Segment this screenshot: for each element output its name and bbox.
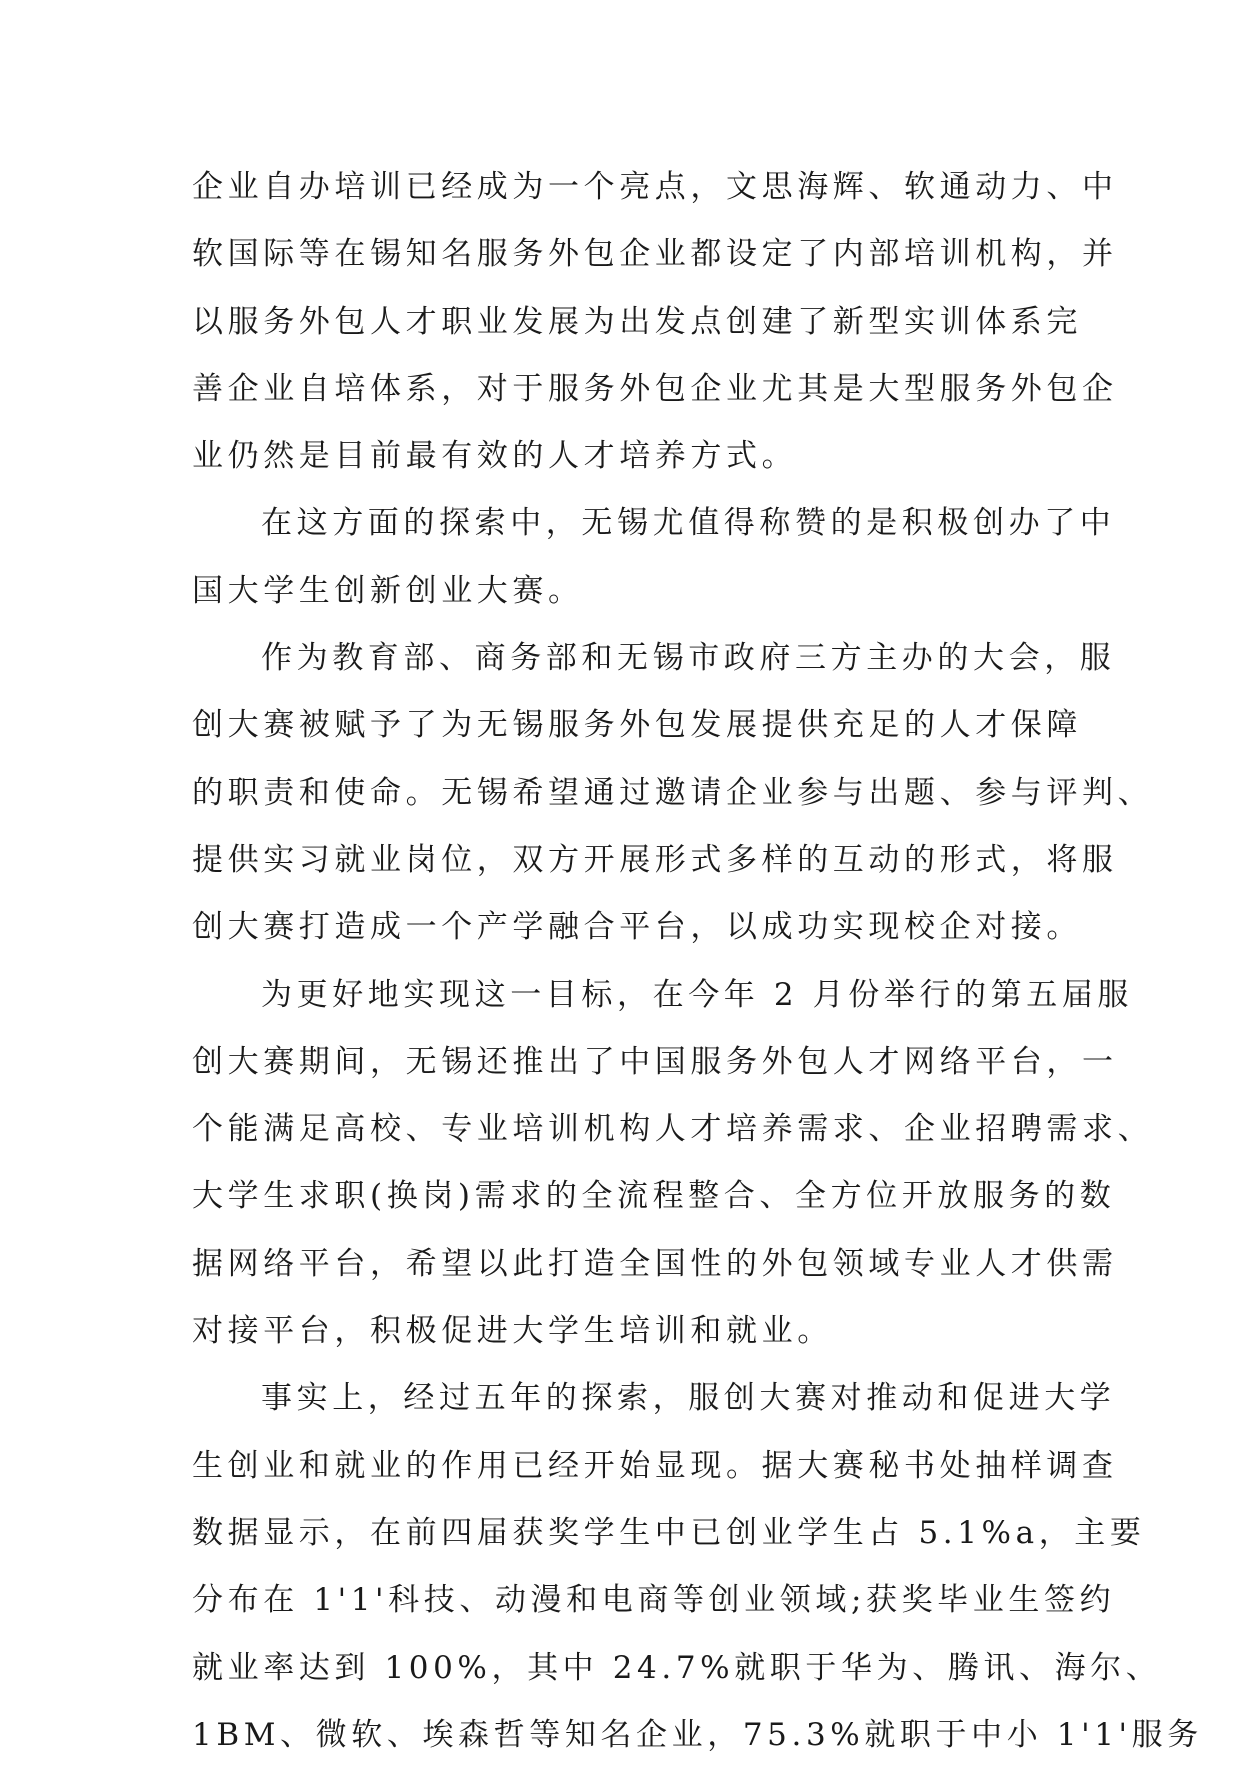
paragraph-start-line: 在这方面的探索中，无锡尤值得称赞的是积极创办了中 — [261, 505, 1116, 542]
paragraph-start-line: 为更好地实现这一目标，在今年 2 月份举行的第五届服 — [261, 976, 1134, 1013]
text-line: 创大赛被赋予了为无锡服务外包发展提供充足的人才保障 — [192, 707, 1082, 744]
text-line: 创大赛期间，无锡还推出了中国服务外包人才网络平台，一 — [192, 1043, 1118, 1080]
text-line: 创大赛打造成一个产学融合平台，以成功实现校企对接。 — [192, 909, 1082, 946]
text-line: 生创业和就业的作用已经开始显现。据大赛秘书处抽样调查 — [192, 1447, 1118, 1484]
text-line: 国大学生创新创业大赛。 — [192, 572, 584, 609]
text-line: 数据显示，在前四届获奖学生中已创业学生占 5.1%a，主要 — [192, 1514, 1146, 1551]
text-line: 业仍然是目前最有效的人才培养方式。 — [192, 438, 798, 475]
text-line: 据网络平台，希望以此打造全国性的外包领域专业人才供需 — [192, 1245, 1118, 1282]
text-line: 的职责和使命。无锡希望通过邀请企业参与出题、参与评判、 — [192, 774, 1154, 811]
paragraph-start-line: 事实上，经过五年的探索，服创大赛对推动和促进大学 — [261, 1380, 1116, 1417]
text-line: 个能满足高校、专业培训机构人才培养需求、企业招聘需求、 — [192, 1111, 1154, 1148]
text-line: 提供实习就业岗位，双方开展形式多样的互动的形式，将服 — [192, 841, 1118, 878]
text-line: 分布在 1'1'科技、动漫和电商等创业领域;获奖毕业生签约 — [192, 1582, 1116, 1619]
body-text — [192, 154, 1203, 1769]
text-line: 企业自办培训已经成为一个亮点，文思海辉、软通动力、中 — [192, 169, 1118, 205]
text-line: 善企业自培体系，对于服务外包企业尤其是大型服务外包企 — [192, 370, 1118, 407]
text-line: 以服务外包人才职业发展为出发点创建了新型实训体系完 — [192, 303, 1082, 340]
text-line: 大学生求职(换岗)需求的全流程整合、全方位开放服务的数 — [192, 1178, 1116, 1215]
text-line: 软国际等在锡知名服务外包企业都设定了内部培训机构，并 — [192, 236, 1118, 273]
paragraph-start-line: 作为教育部、商务部和无锡市政府三方主办的大会，服 — [261, 640, 1116, 677]
text-line: 1BM、微软、埃森哲等知名企业，75.3%就职于中小 1'1'服务 — [192, 1716, 1203, 1753]
text-line: 对接平台，积极促进大学生培训和就业。 — [192, 1313, 833, 1350]
text-line: 就业率达到 100%，其中 24.7%就职于华为、腾讯、海尔、 — [192, 1649, 1162, 1686]
